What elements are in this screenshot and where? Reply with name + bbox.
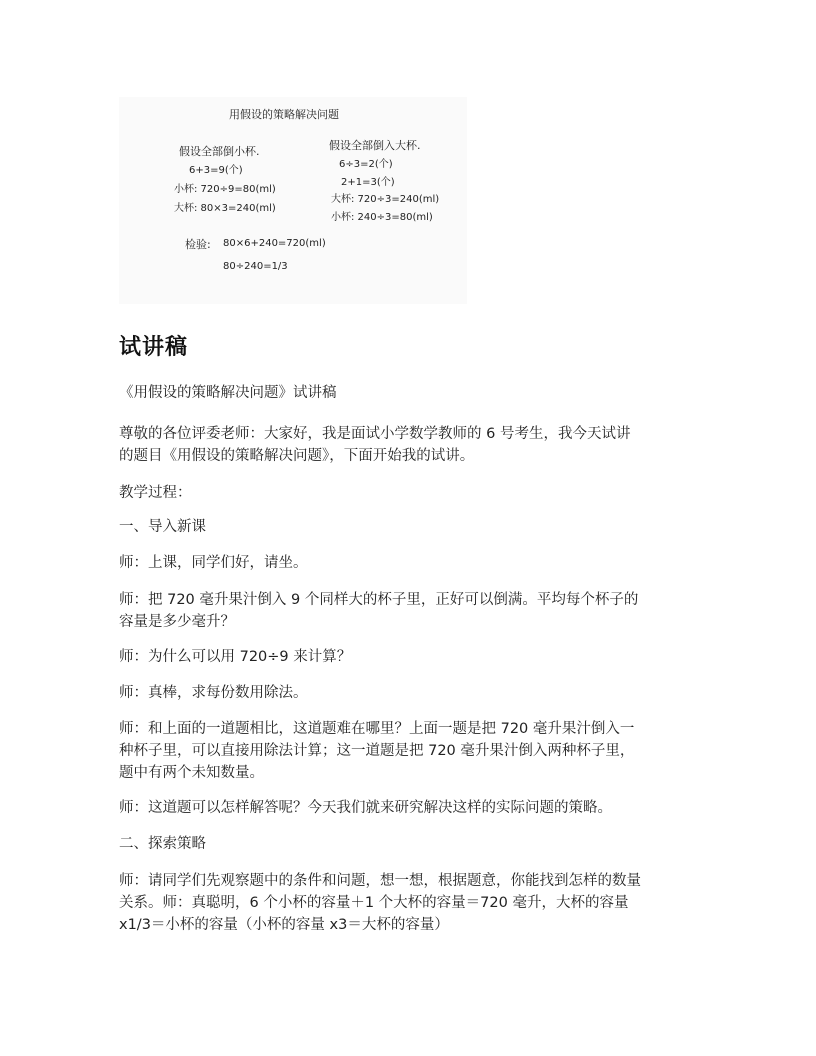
- figure-left-line: 6+3=9(个): [189, 165, 243, 176]
- paragraph: 一、导入新课: [119, 519, 206, 535]
- figure-right-heading: 假设全部倒入大杯.: [329, 139, 421, 152]
- page-title: 试讲稿: [119, 335, 189, 360]
- figure-check-label: 检验:: [185, 238, 211, 251]
- figure-right-line: 2+1=3(个): [341, 177, 395, 188]
- figure-title: 用假设的策略解决问题: [229, 108, 339, 121]
- paragraph: 教学过程：: [119, 485, 192, 501]
- figure-check-line: 80÷240=1/3: [223, 261, 288, 272]
- paragraph: 尊敬的各位评委老师：大家好，我是面试小学数学教师的 6 号考生，我今天试讲 的题目《用假设的策略解决问题》，下面开始我的试讲。: [119, 426, 631, 464]
- figure-left-line: 大杯: 80×3=240(ml): [174, 203, 276, 214]
- paragraph: 二、探索策略: [119, 836, 206, 852]
- paragraph: 师：为什么可以用 720÷9 来计算？: [119, 649, 352, 665]
- figure-right-line: 6÷3=2(个): [339, 159, 393, 170]
- figure-right-line: 大杯: 720÷3=240(ml): [331, 194, 440, 205]
- figure-left-heading: 假设全部倒小杯.: [179, 145, 260, 158]
- paragraph: 《用假设的策略解决问题》试讲稿: [119, 385, 337, 401]
- paragraph: 师：上课，同学们好，请坐。: [119, 555, 308, 571]
- figure-left-line: 小杯: 720÷9=80(ml): [174, 184, 276, 195]
- handwritten-notes-image: [119, 97, 467, 304]
- figure-right-line: 小杯: 240÷3=80(ml): [331, 212, 433, 223]
- paragraph: 师：请同学们先观察题中的条件和问题，想一想，根据题意，你能找到怎样的数量 关系。师：真聪明，6 个小杯的容量＋1 个大杯的容量＝720 毫升，大杯的容量 x1/3＝小杯的容量（小杯的容量 x3＝大杯的容量）: [119, 873, 641, 933]
- paragraph: 师：和上面的一道题相比，这道题难在哪里？上面一题是把 720 毫升果汁倒入一 种杯子里，可以直接用除法计算；这一道题是把 720 毫升果汁倒入两种杯子里， 题中有两个未知数量。: [119, 721, 635, 781]
- paragraph: 师：把 720 毫升果汁倒入 9 个同样大的杯子里，正好可以倒满。平均每个杯子的 容量是多少毫升？: [119, 592, 639, 630]
- paragraph: 师：真棒，求每份数用除法。: [119, 685, 308, 701]
- handwritten-notes-svg: [119, 97, 467, 304]
- figure-check-line: 80×6+240=720(ml): [223, 238, 326, 249]
- paragraph: 师：这道题可以怎样解答呢？今天我们就来研究解决这样的实际问题的策略。: [119, 800, 612, 816]
